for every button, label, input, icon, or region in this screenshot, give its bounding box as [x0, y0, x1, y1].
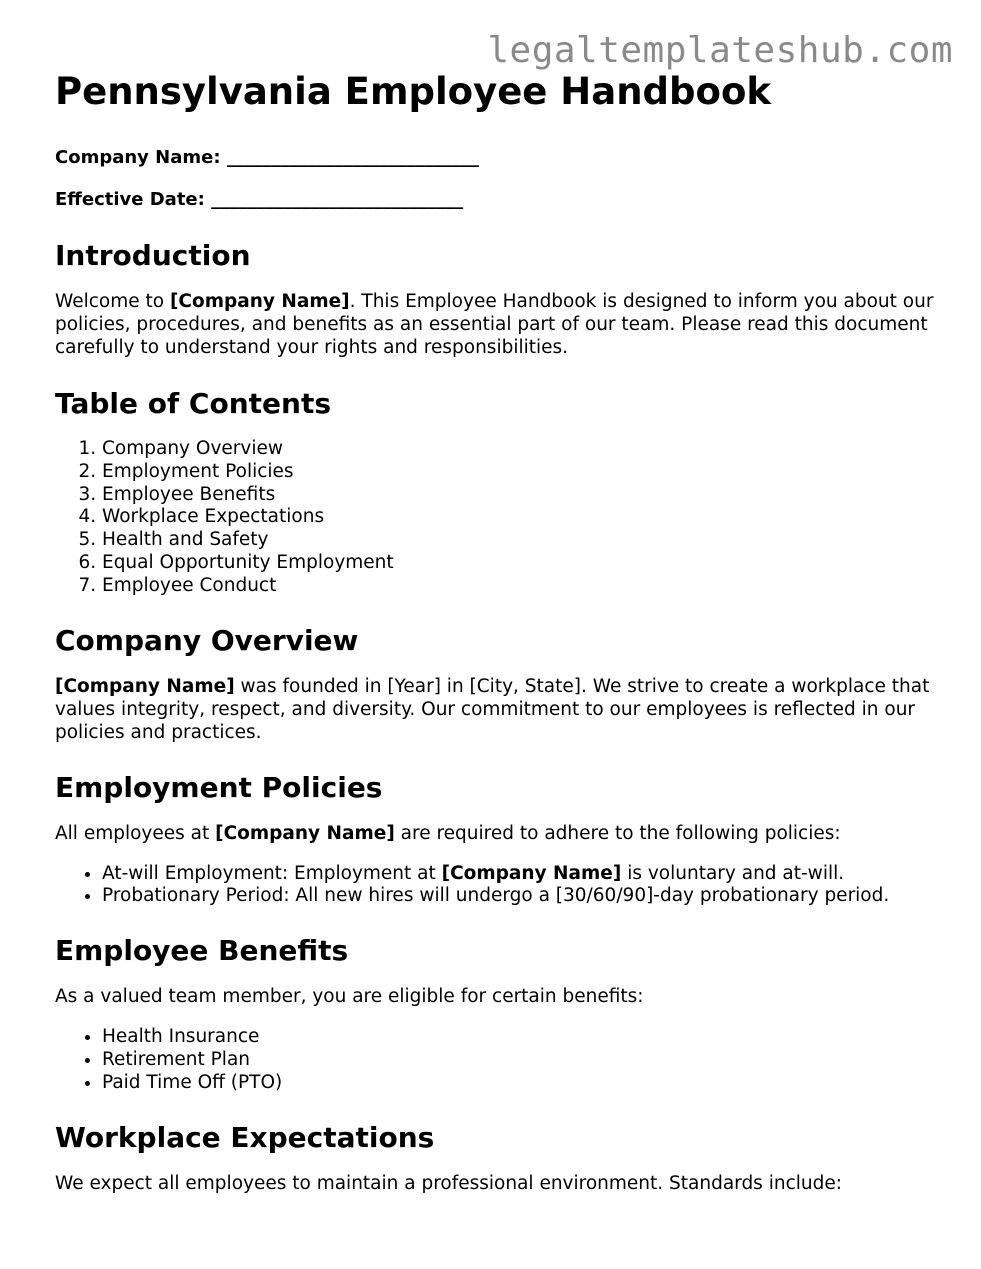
company-overview-heading: Company Overview: [55, 623, 359, 657]
introduction-section: [55, 238, 945, 359]
company-name-label: Company Name:: [55, 147, 221, 168]
toc-item: 3. Employee Benefits: [102, 484, 945, 507]
toc-heading: Table of Contents: [55, 387, 332, 420]
employment-policies-text-after: are required to adhere to the following policies:: [394, 822, 841, 844]
company-placeholder: [Company Name]: [441, 862, 622, 884]
employment-policies-section: [55, 770, 945, 909]
watermark: legaltemplateshub.com: [487, 30, 953, 71]
company-placeholder: [Company Name]: [55, 675, 235, 697]
employment-policies-text-before: All employees at: [55, 822, 216, 844]
effective-date-field: [55, 188, 945, 212]
policy-item-text-after: is voluntary and at-will.: [621, 862, 845, 884]
company-placeholder: [Company Name]: [169, 291, 350, 312]
toc-item: 2. Employment Policies: [102, 461, 945, 484]
toc-item: 7. Employee Conduct: [102, 575, 945, 598]
employment-policies-heading: Employment Policies: [55, 770, 383, 804]
company-name-field: [55, 146, 945, 170]
toc-item: 6. Equal Opportunity Employment: [102, 552, 945, 575]
policy-item-probationary: • Probationary Period: All new hires will undergo a [30/60/90]-day probationary period.: [102, 885, 945, 908]
policy-item-at-will: [102, 863, 945, 886]
company-overview-text: was founded in [Year] in [City, State]. We strive to create a workplace that values integrity, respect, and diversity. Our commitment to our employees is reflected in our policies and practices.: [55, 675, 930, 743]
effective-date-blank: ____________________________: [211, 189, 464, 210]
introduction-text-before: Welcome to: [55, 291, 170, 312]
benefit-item: • Health Insurance: [102, 1026, 945, 1049]
toc-item: 1. Company Overview: [102, 438, 945, 461]
workplace-expectations-paragraph: We expect all employees to maintain a professional environment. Standards include:: [55, 1172, 842, 1194]
introduction-paragraph: [55, 290, 945, 359]
toc-list: [55, 438, 945, 598]
policy-item-text-before: At-will Employment: Employment at: [102, 862, 442, 884]
company-overview-section: [55, 623, 945, 744]
effective-date-label: Effective Date:: [55, 189, 205, 210]
employment-policies-paragraph: [55, 822, 945, 845]
employee-benefits-paragraph: As a valued team member, you are eligible for certain benefits:: [55, 986, 644, 1008]
employee-benefits-heading: Employee Benefits: [55, 934, 349, 968]
toc-section: [55, 386, 945, 598]
company-placeholder: [Company Name]: [215, 822, 395, 844]
workplace-expectations-section: [55, 1120, 945, 1195]
employee-benefits-list: [55, 1026, 945, 1094]
benefit-item: • Paid Time Off (PTO): [102, 1072, 945, 1095]
employee-benefits-section: [55, 933, 945, 1094]
benefit-item: • Retirement Plan: [102, 1049, 945, 1072]
employment-policies-list: [55, 863, 945, 909]
introduction-heading: Introduction: [55, 239, 251, 272]
company-name-blank: ____________________________: [226, 147, 479, 168]
workplace-expectations-heading: Workplace Expectations: [55, 1120, 435, 1154]
company-overview-paragraph: [55, 675, 945, 744]
introduction-text-after: . This Employee Handbook is designed to inform you about our policies, procedures, and benefits as an essential part of our team. Please read this document carefully to understand your rights and responsibilities.: [55, 291, 934, 358]
toc-item: 5. Health and Safety: [102, 529, 945, 552]
document-page: [55, 68, 945, 1221]
toc-item: 4. Workplace Expectations: [102, 506, 945, 529]
document-title: Pennsylvania Employee Handbook: [55, 70, 771, 113]
